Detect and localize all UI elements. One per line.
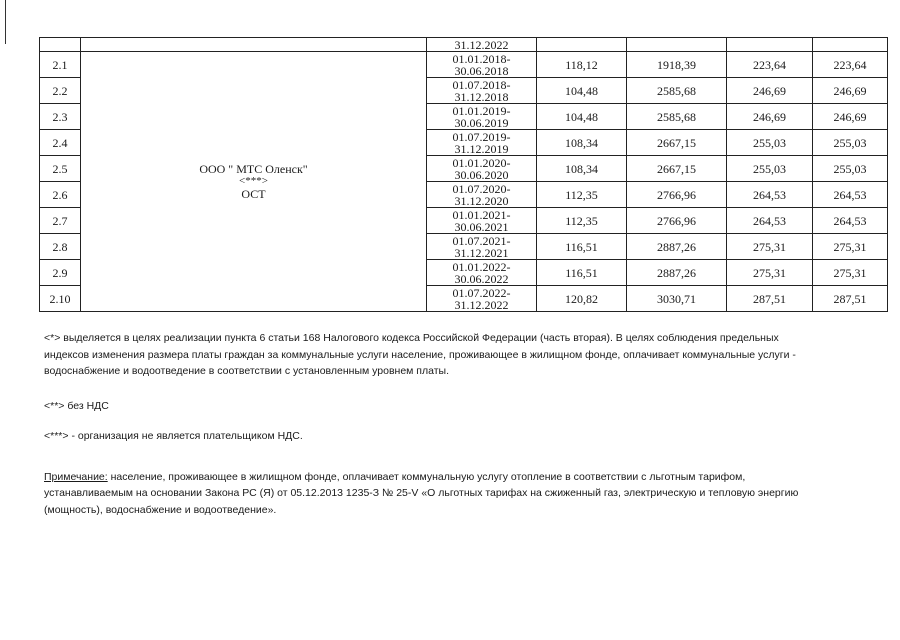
cell-value-4: 246,69 [813,78,888,104]
period-start: 01.07.2021- [452,233,511,248]
cell-value-2: 2887,26 [627,260,727,286]
cell-value-empty [727,38,813,52]
cell-value-1: 112,35 [537,208,627,234]
cell-value-3: 287,51 [727,286,813,312]
period-start: 01.07.2022- [452,285,511,300]
period-end: 31.12.2021 [454,245,509,260]
cell-value-4: 264,53 [813,182,888,208]
tariff-table-body [40,38,888,312]
period-start: 01.01.2022- [452,259,511,274]
cell-value-2: 3030,71 [627,286,727,312]
cell-value-3: 246,69 [727,78,813,104]
cell-value-1: 116,51 [537,234,627,260]
cell-period [427,130,537,156]
cell-row-number: 2.3 [40,104,81,130]
cell-period [427,208,537,234]
cell-value-2: 2766,96 [627,208,727,234]
cell-value-4: 255,03 [813,130,888,156]
period-end: 31.12.2019 [454,141,509,156]
cell-value-3: 264,53 [727,182,813,208]
footnotes [44,330,824,518]
cell-org-empty [81,38,427,52]
remark [44,469,824,519]
cell-value-1: 118,12 [537,52,627,78]
organization-tax-regime: ОСТ [241,187,266,201]
cell-row-number: 2.7 [40,208,81,234]
table-row [40,52,888,78]
cell-row-number: 2.2 [40,78,81,104]
period-start: 01.01.2020- [452,155,511,170]
cell-value-4: 287,51 [813,286,888,312]
remark-label: Примечание: [44,470,108,483]
period-end: 30.06.2020 [454,167,509,182]
cell-value-3: 275,31 [727,260,813,286]
period-end: 30.06.2019 [454,115,509,130]
cell-row-number: 2.4 [40,130,81,156]
period-start: 01.07.2020- [452,181,511,196]
cell-value-empty [813,38,888,52]
cell-period-end: 31.12.2022 [427,38,537,52]
cell-value-2: 2766,96 [627,182,727,208]
cell-value-1: 104,48 [537,104,627,130]
cell-value-empty [537,38,627,52]
cell-value-4: 255,03 [813,156,888,182]
cell-organization [81,52,427,312]
cell-row-number: 2.10 [40,286,81,312]
cell-no-empty [40,38,81,52]
organization-note-mark: <***> [239,175,268,187]
organization-name: ООО " МТС Оленск" [199,162,308,176]
cell-row-number: 2.1 [40,52,81,78]
cell-value-4: 264,53 [813,208,888,234]
cell-row-number: 2.9 [40,260,81,286]
cell-value-3: 255,03 [727,156,813,182]
period-end: 30.06.2018 [454,63,509,78]
period-start: 01.01.2019- [452,103,511,118]
cell-value-2: 2887,26 [627,234,727,260]
cell-value-2: 2667,15 [627,156,727,182]
cell-value-empty [627,38,727,52]
cell-value-4: 275,31 [813,234,888,260]
cell-value-1: 104,48 [537,78,627,104]
cell-period [427,234,537,260]
period-start: 01.07.2018- [452,77,511,92]
cell-value-2: 1918,39 [627,52,727,78]
cell-value-1: 108,34 [537,156,627,182]
cell-period [427,52,537,78]
cell-value-4: 223,64 [813,52,888,78]
footnote-not-vat-payer: <***> - организация не является плательщиком НДС. [44,430,303,442]
cell-value-4: 275,31 [813,260,888,286]
cell-period [427,78,537,104]
period-end: 31.12.2022 [454,297,509,312]
period-end: 30.06.2021 [454,219,509,234]
cell-period [427,156,537,182]
period-start: 01.01.2018- [452,51,511,66]
cell-row-number: 2.6 [40,182,81,208]
table-row-continuation [40,38,888,52]
period-start: 01.01.2021- [452,207,511,222]
cell-period [427,182,537,208]
margin-line [5,0,6,44]
cell-period [427,104,537,130]
tariff-table [39,37,888,312]
period-end: 31.12.2018 [454,89,509,104]
remark-text: население, проживающее в жилищном фонде, оплачивает коммунальную услугу отопление в соответствии с льготным тарифом, устанавливаемым на основании Закона РС (Я) от 05.12.2013 1235-З № 25-V «О льготных тарифах на сжиженный газ, электрическую и тепловую энергию (мощность), водоснабжение и водоотведение». [44,470,799,516]
cell-row-number: 2.5 [40,156,81,182]
cell-value-2: 2667,15 [627,130,727,156]
cell-value-4: 246,69 [813,104,888,130]
period-end: 31.12.2020 [454,193,509,208]
period-end: 30.06.2022 [454,271,509,286]
footnote-without-vat: <**> без НДС [44,399,109,412]
cell-value-3: 255,03 [727,130,813,156]
cell-value-3: 264,53 [727,208,813,234]
cell-value-2: 2585,68 [627,104,727,130]
cell-value-3: 223,64 [727,52,813,78]
cell-period [427,260,537,286]
cell-value-1: 112,35 [537,182,627,208]
period-start: 01.07.2019- [452,129,511,144]
cell-value-2: 2585,68 [627,78,727,104]
cell-period [427,286,537,312]
cell-row-number: 2.8 [40,234,81,260]
footnote-vat-allocated: <*> выделяется в целях реализации пункта 6 статьи 168 Налогового кодекса Российской Федерации (часть вторая). В целях соблюдения предельных индексов изменения размера платы граждан за коммунальные услуги население, проживающее в жилищном фонде, оплачивает коммунальные услуги - водоснабжение и водоотведение в соответствии с установленным уровнем платы. [44,332,796,377]
cell-value-3: 246,69 [727,104,813,130]
cell-value-3: 275,31 [727,234,813,260]
cell-value-1: 116,51 [537,260,627,286]
cell-value-1: 120,82 [537,286,627,312]
cell-value-1: 108,34 [537,130,627,156]
